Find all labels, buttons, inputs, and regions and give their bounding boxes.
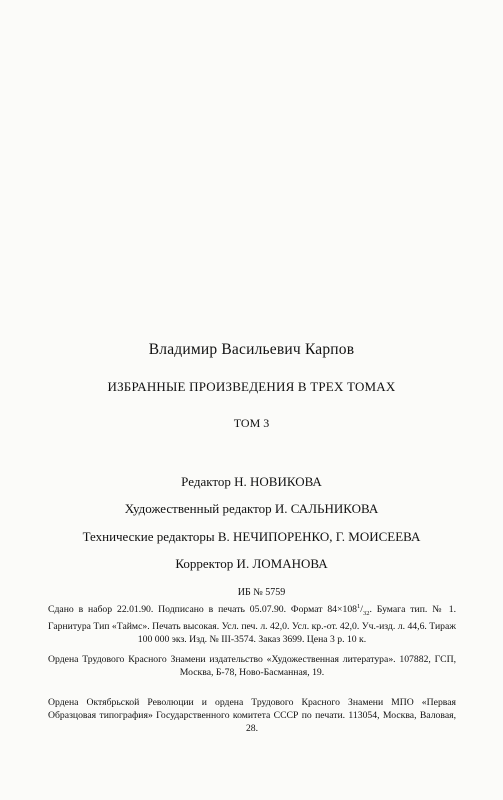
credit-proofreader: Корректор И. ЛОМАНОВА	[175, 556, 328, 571]
book-title: ИЗБРАННЫЕ ПРОИЗВЕДЕНИЯ В ТРЕХ ТОМАХ	[107, 379, 396, 394]
production-text-end: . Бумага тип. № 1. Гарнитура Тип «Таймс». Печать высокая. Усл. печ. л. 42,0. Усл. кр.-от. 42,0. Уч.-изд. л. 44,6. Тираж 100 000 экз. Изд. № III-3574. Заказ 3699. Цена 3 р. 10 к.	[48, 604, 456, 646]
credit-art-editor: Художественный редактор И. САЛЬНИКОВА	[124, 501, 379, 516]
credit-editor: Редактор Н. НОВИКОВА	[181, 474, 322, 489]
printer-info: Ордена Октябрьской Революции и ордена Трудового Красного Знамени МПО «Первая Образцовая типография» Государственного комитета СССР по печати. 113054, Москва, Валовая, 28.	[48, 697, 456, 734]
credit-technical-editors: Технические редакторы В. НЕЧИПОРЕНКО, Г. МОИСЕЕВА	[82, 529, 421, 544]
format-numerator: 1	[357, 603, 361, 610]
format-denominator: 32	[362, 610, 370, 618]
volume-number: ТОМ 3	[233, 416, 270, 430]
ib-number: ИБ № 5759	[237, 587, 286, 598]
author-name: Владимир Васильевич Карпов	[148, 341, 355, 358]
publisher-info: Ордена Трудового Красного Знамени издательство «Художественная литература». 107882, ГСП, Москва, Б-78, Ново-Басманная, 19.	[48, 654, 456, 678]
production-details: Сдано в набор 22.01.90. Подписано в печать 05.07.90. Формат $84\times 108^1/_{32}$. Бумага тип. № 1. Гарнитура Тип «Таймс». Печать высокая. Усл. печ. л. 42,0. Усл. кр.-от. 42,0. Уч.-изд. л. 44,6. Тираж 100 000 экз. Изд. № III-3574. Заказ 3699. Цена 3 р. 10 к.	[48, 603, 456, 646]
production-text-start: Сдано в набор 22.01.90. Подписано в печать 05.07.90. Формат 84×108	[48, 604, 358, 616]
